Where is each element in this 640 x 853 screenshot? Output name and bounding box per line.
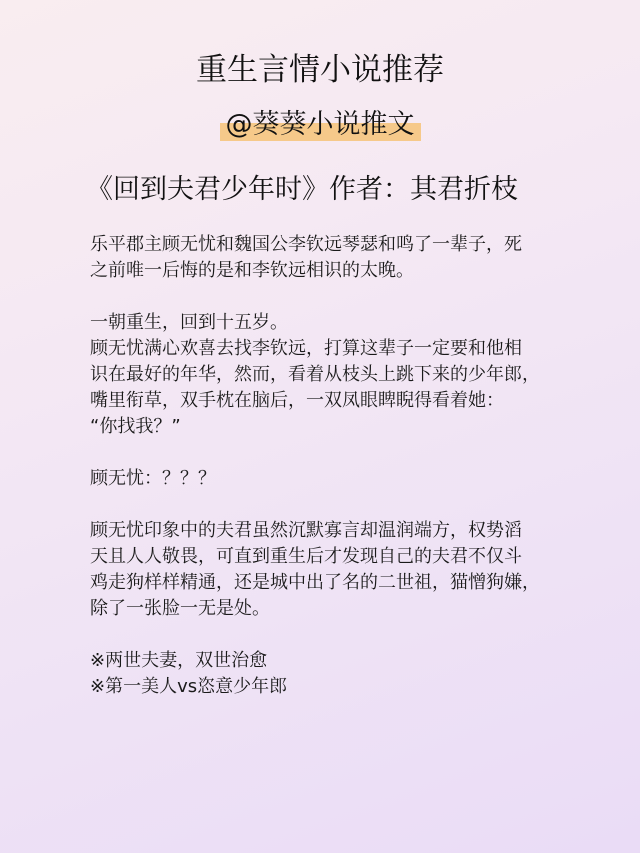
tag-line: ※两世夫妻，双世治愈 — [90, 650, 268, 671]
synopsis-line: 顾无忧：？？？ — [90, 468, 216, 489]
author-tag-container — [0, 106, 640, 144]
book-title: 《回到夫君少年时》作者：其君折枝 — [86, 174, 518, 205]
synopsis-line: “你找我？” — [90, 416, 181, 437]
synopsis-line: 除了一张脸一无是处。 — [90, 598, 270, 619]
paragraph-gap — [90, 284, 590, 310]
synopsis-line: 鸡走狗样样精通，还是城中出了名的二世祖，猫憎狗嫌， — [90, 572, 540, 593]
author-tag: @葵葵小说推文 — [220, 106, 421, 144]
synopsis-line: 顾无忧印象中的夫君虽然沉默寡言却温润端方，权势滔 — [90, 520, 522, 541]
paragraph-gap — [90, 440, 590, 466]
synopsis-line: 一朝重生，回到十五岁。 — [90, 312, 288, 333]
paragraph-gap — [90, 492, 590, 518]
paragraph-gap — [90, 622, 590, 648]
synopsis-line: 识在最好的年华，然而，看着从枝头上跳下来的少年郎， — [90, 364, 540, 385]
synopsis-line: 顾无忧满心欢喜去找李钦远，打算这辈子一定要和他相 — [90, 338, 522, 359]
tag-line: ※第一美人vs恣意少年郎 — [90, 676, 288, 697]
synopsis-line: 天且人人敬畏，可直到重生后才发现自己的夫君不仅斗 — [90, 546, 522, 567]
synopsis-line: 乐平郡主顾无忧和魏国公李钦远琴瑟和鸣了一辈子，死 — [90, 234, 522, 255]
synopsis-line: 嘴里衔草，双手枕在脑后，一双凤眼睥睨得看着她： — [90, 390, 504, 411]
synopsis-line: 之前唯一后悔的是和李钦远相识的太晚。 — [90, 260, 414, 281]
synopsis-body — [90, 232, 590, 700]
page-title: 重生言情小说推荐 — [196, 52, 444, 88]
